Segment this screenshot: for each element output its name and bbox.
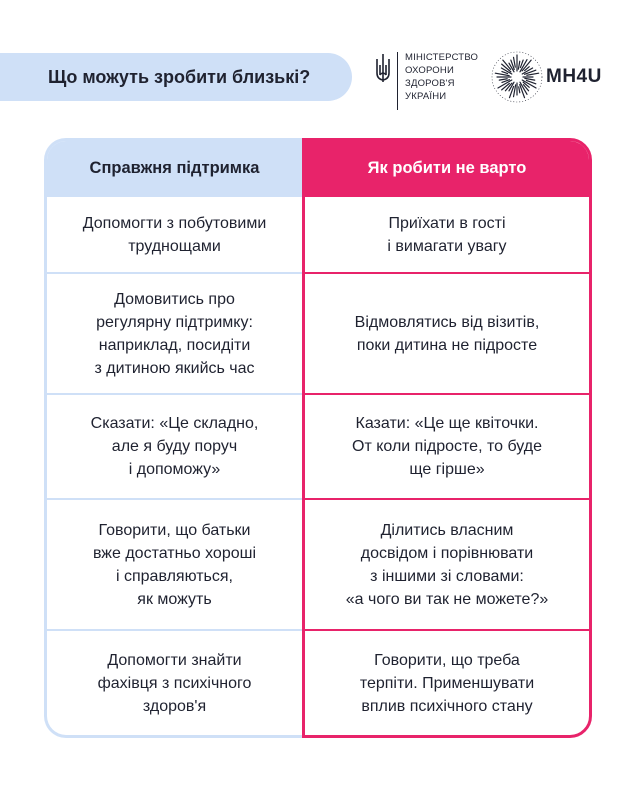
support-cell: Допомогти з побутовими труднощами — [47, 195, 302, 272]
ministry-line: ОХОРОНИ — [405, 65, 454, 76]
support-cell: Сказати: «Це складно, але я буду поруч і допоможу» — [47, 393, 302, 498]
trident-icon — [375, 53, 391, 83]
logo-divider — [397, 52, 398, 110]
mh4u-text: MH4U — [546, 66, 602, 87]
support-cell: Допомогти знайти фахівця з психічного здоров'я — [47, 629, 302, 735]
avoid-cell: Говорити, що треба терпіти. Применшувати вплив психічного стану — [305, 629, 589, 735]
ministry-line: УКРАЇНИ — [405, 91, 447, 102]
avoid-cell: Ділитись власним досвідом і порівнювати з іншими зі словами: «а чого ви так не можете?» — [305, 498, 589, 629]
avoid-cell: Приїхати в гості і вимагати увагу — [305, 195, 589, 272]
support-column — [44, 138, 302, 738]
ministry-logo — [375, 51, 478, 110]
support-cell: Говорити, що батьки вже достатньо хороші і справляються, як можуть — [47, 498, 302, 629]
mh4u-logo — [490, 50, 602, 104]
ministry-line: МІНІСТЕРСТВО — [405, 52, 479, 63]
burst-icon — [490, 50, 544, 104]
avoid-cell: Казати: «Це ще квіточки. От коли підросте, то буде ще гірше» — [305, 393, 589, 498]
avoid-column — [302, 138, 592, 738]
title-banner — [0, 53, 352, 101]
avoid-header: Як робити не варто — [305, 141, 589, 195]
avoid-cell: Відмовлятись від візитів, поки дитина не підросте — [305, 272, 589, 393]
page-title: Що можуть зробити близькі? — [48, 66, 311, 87]
support-header: Справжня підтримка — [47, 141, 302, 195]
support-cell: Домовитись про регулярну підтримку: наприклад, посидіти з дитиною якийсь час — [47, 272, 302, 393]
ministry-line: ЗДОРОВ'Я — [405, 78, 455, 89]
comparison-table — [44, 138, 592, 738]
